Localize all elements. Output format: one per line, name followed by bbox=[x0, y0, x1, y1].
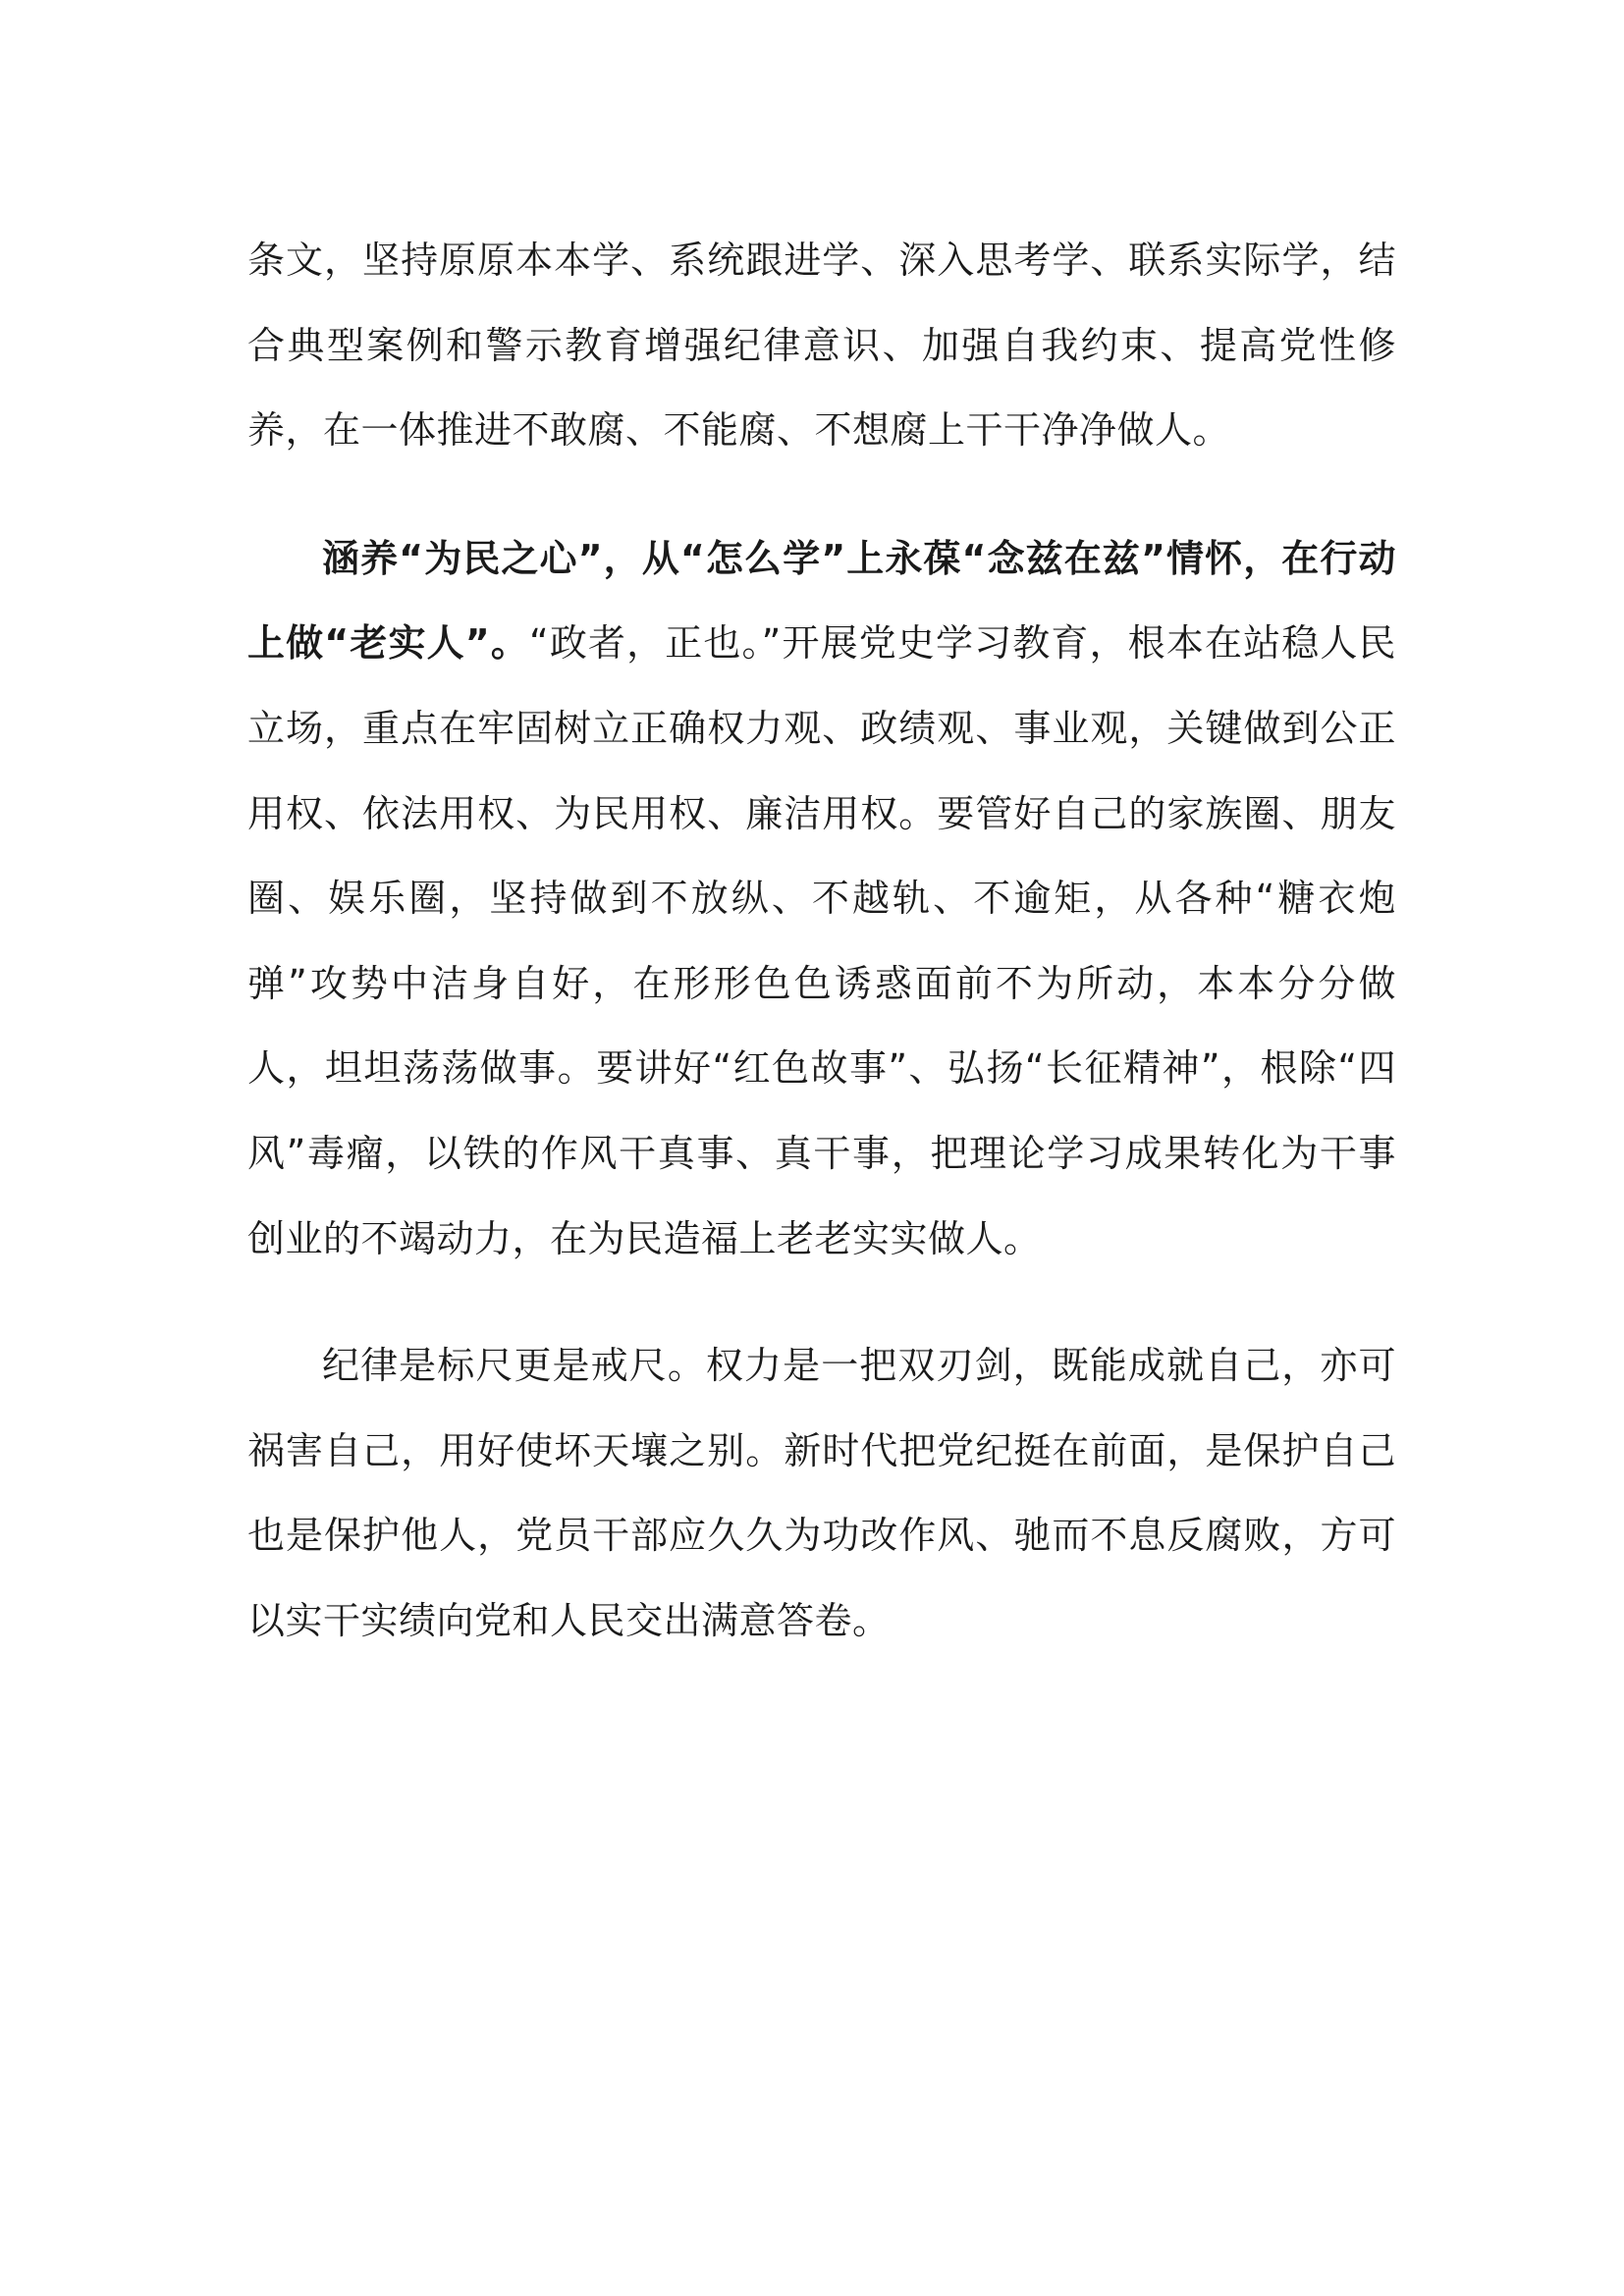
paragraph-1 bbox=[247, 218, 1396, 473]
document-page bbox=[247, 218, 1396, 1664]
paragraph-2 bbox=[247, 516, 1396, 1281]
paragraph-2-text: “政者，正也。”开展党史学习教育，根本在站稳人民立场，重点在牢固树立正确权力观、政绩观、事业观，关键做到公正用权、依法用权、为民用权、廉洁用权。要管好自己的家族圈、朋友圈、娱乐圈，坚持做到不放纵、不越轨、不逾矩，从各种“糖衣炮弹”攻势中洁身自好，在形形色色诱惑面前不为所动，本本分分做人，坦坦荡荡做事。要讲好“红色故事”、弘扬“长征精神”，根除“四风”毒瘤，以铁的作风干真事、真干事，把理论学习成果转化为干事创业的不竭动力，在为民造福上老老实实做人。 bbox=[247, 621, 1396, 1260]
paragraph-3-text: 纪律是标尺更是戒尺。权力是一把双刃剑，既能成就自己，亦可祸害自己，用好使坏天壤之别。新时代把党纪挺在前面，是保护自己也是保护他人，党员干部应久久为功改作风、驰而不息反腐败，方可以实干实绩向党和人民交出满意答卷。 bbox=[247, 1344, 1396, 1642]
paragraph-2-heading: 涵养“为民之心”，从“怎么学”上永葆“念兹在兹”情怀，在行动上做“老实人”。 bbox=[247, 536, 1396, 666]
paragraph-1-text: 条文，坚持原原本本学、系统跟进学、深入思考学、联系实际学，结合典型案例和警示教育增强纪律意识、加强自我约束、提高党性修养，在一体推进不敢腐、不能腐、不想腐上干干净净做人。 bbox=[247, 239, 1396, 453]
paragraph-3 bbox=[247, 1323, 1396, 1663]
